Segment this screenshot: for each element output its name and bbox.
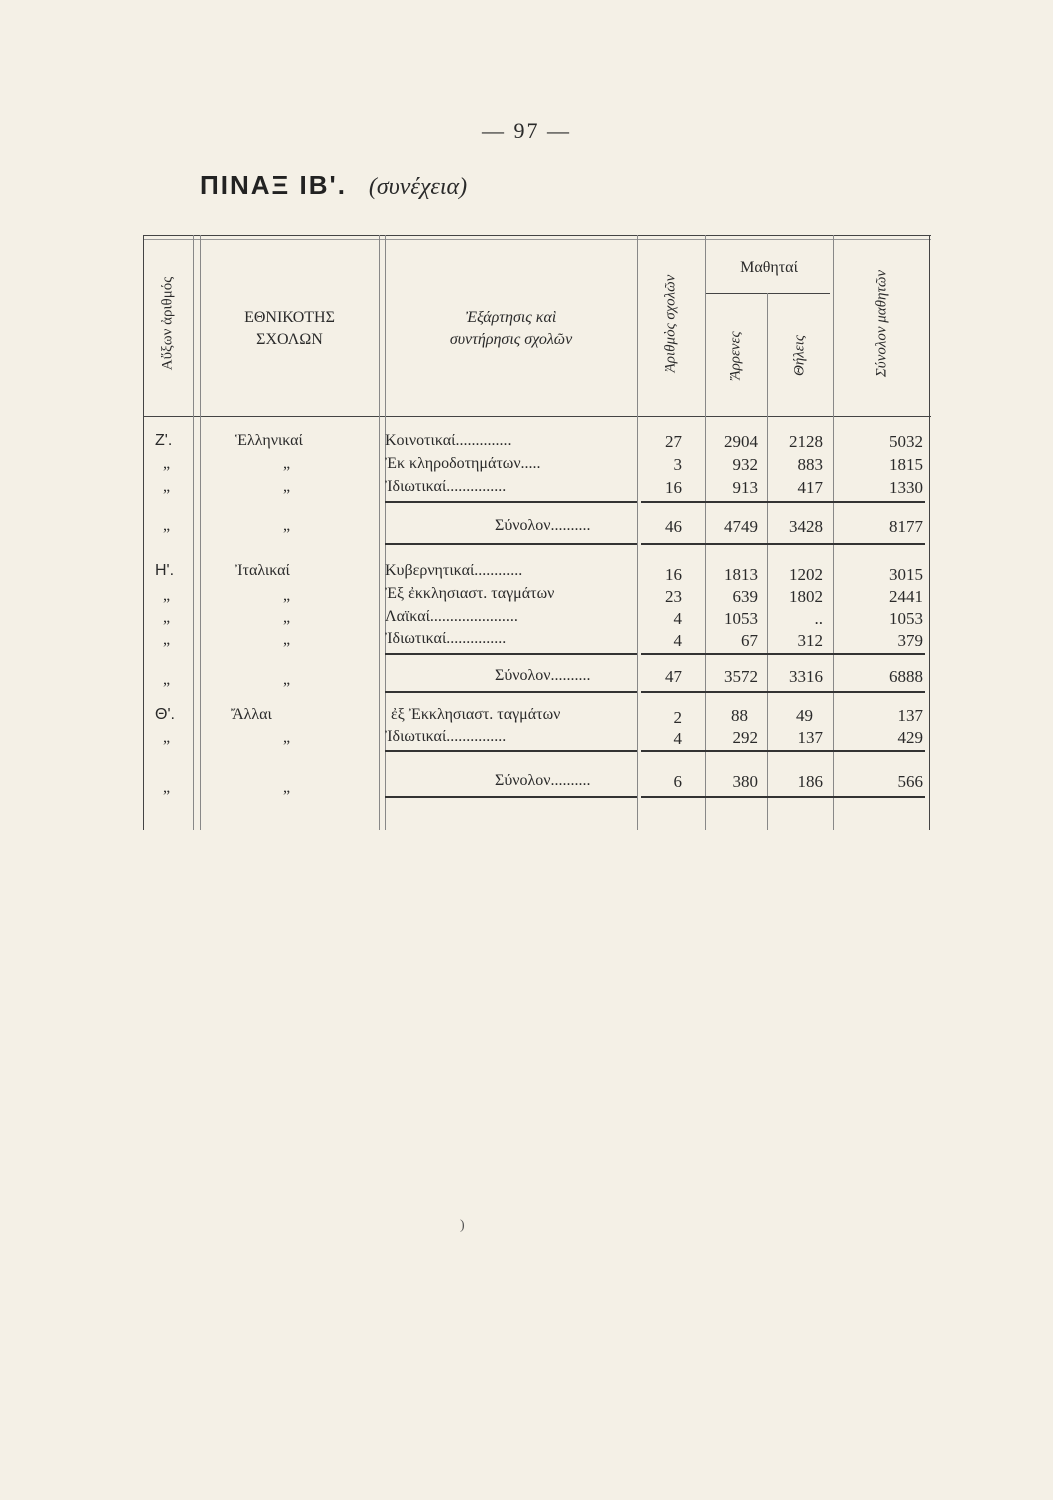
row-label: Ἰδιωτικαί............... bbox=[385, 478, 507, 495]
total-girls: 186 bbox=[797, 772, 823, 791]
subtotal-rule bbox=[385, 653, 637, 655]
group-nationality: Ἰταλικαί bbox=[235, 562, 290, 579]
total-label: Σύνολον.......... bbox=[495, 667, 591, 684]
total-schools: 46 bbox=[665, 517, 682, 536]
row-boys: 913 bbox=[732, 478, 758, 497]
total-girls: 3428 bbox=[789, 517, 823, 536]
subtotal-rule bbox=[385, 750, 637, 752]
group-nationality: Ἑλληνικαί bbox=[235, 432, 303, 449]
row-total: 1053 bbox=[889, 609, 923, 628]
total-rule bbox=[385, 691, 637, 693]
row-schools: 4 bbox=[673, 631, 682, 650]
stray-mark: ) bbox=[460, 1218, 465, 1233]
header-dependence-line2: συντήρησις σχολῶν bbox=[449, 331, 573, 348]
col-divider-3 bbox=[637, 235, 638, 830]
ditto-mark: „ bbox=[283, 587, 291, 604]
ditto-mark: „ bbox=[163, 478, 171, 495]
row-boys: 2904 bbox=[724, 432, 758, 451]
row-girls: 49 bbox=[796, 706, 813, 725]
ditto-mark: „ bbox=[163, 779, 171, 796]
row-boys: 932 bbox=[732, 455, 758, 474]
row-total: 3015 bbox=[889, 565, 923, 584]
subtotal-rule bbox=[641, 653, 925, 655]
header-nationality-line1: ΕΘΝΙΚΟΤΗΣ bbox=[244, 309, 335, 326]
row-total: 1815 bbox=[889, 455, 923, 474]
header-dependence-line1: Ἐξάρτησις καὶ bbox=[465, 309, 557, 326]
row-total: 137 bbox=[897, 706, 923, 725]
statistics-table bbox=[143, 235, 931, 830]
row-label: Ἐκ κληροδοτημάτων..... bbox=[385, 455, 541, 472]
subtotal-rule bbox=[641, 501, 925, 503]
header-students: Μαθηταί bbox=[740, 259, 798, 276]
total-total: 8177 bbox=[889, 517, 923, 536]
table-top-border bbox=[143, 235, 931, 236]
row-girls: 1802 bbox=[789, 587, 823, 606]
total-label: Σύνολον.......... bbox=[495, 772, 591, 789]
row-schools: 3 bbox=[673, 455, 682, 474]
ditto-mark: „ bbox=[283, 455, 291, 472]
total-total: 6888 bbox=[889, 667, 923, 686]
col-divider-6 bbox=[833, 235, 834, 830]
ditto-mark: „ bbox=[163, 631, 171, 648]
col-divider-4 bbox=[705, 235, 706, 830]
total-boys: 380 bbox=[732, 772, 758, 791]
table-title bbox=[200, 170, 467, 201]
row-schools: 16 bbox=[665, 565, 682, 584]
ditto-mark: „ bbox=[283, 779, 291, 796]
row-girls: 1202 bbox=[789, 565, 823, 584]
ditto-mark: „ bbox=[283, 609, 291, 626]
total-rule bbox=[641, 691, 925, 693]
row-schools: 27 bbox=[665, 432, 682, 451]
header-bottom-border bbox=[143, 416, 931, 417]
row-label: Λαϊκαί...................... bbox=[385, 608, 518, 625]
group-mark: Η'. bbox=[155, 562, 175, 579]
row-label: Ἐξ ἐκκλησιαστ. ταγμάτων bbox=[385, 585, 555, 602]
row-label: Ἰδιωτικαί............... bbox=[385, 728, 507, 745]
row-schools: 4 bbox=[673, 609, 682, 628]
header-girls: Θήλεις bbox=[791, 335, 808, 376]
total-rule bbox=[641, 796, 925, 798]
total-schools: 47 bbox=[665, 667, 682, 686]
header-school-count: Ἀριθμὸς σχολῶν bbox=[662, 274, 679, 373]
total-total: 566 bbox=[897, 772, 923, 791]
total-boys: 4749 bbox=[724, 517, 758, 536]
row-schools: 4 bbox=[673, 729, 682, 748]
total-rule bbox=[385, 796, 637, 798]
header-nationality bbox=[200, 307, 379, 351]
header-boys: Ἄρρενες bbox=[727, 331, 744, 380]
ditto-mark: „ bbox=[163, 609, 171, 626]
row-boys: 1053 bbox=[724, 609, 758, 628]
row-boys: 88 bbox=[731, 706, 748, 725]
row-boys: 292 bbox=[732, 728, 758, 747]
row-schools: 23 bbox=[665, 587, 682, 606]
row-total: 429 bbox=[897, 728, 923, 747]
row-label: ἐξ Ἐκκλησιαστ. ταγμάτων bbox=[391, 706, 561, 723]
header-total-students: Σύνολον μαθητῶν bbox=[873, 269, 890, 378]
total-label: Σύνολον.......... bbox=[495, 517, 591, 534]
ditto-mark: „ bbox=[163, 671, 171, 688]
total-girls: 3316 bbox=[789, 667, 823, 686]
ditto-mark: „ bbox=[163, 729, 171, 746]
row-total: 1330 bbox=[889, 478, 923, 497]
row-schools: 2 bbox=[673, 708, 682, 727]
table-top-border-inner bbox=[143, 239, 931, 240]
subtotal-rule bbox=[385, 501, 637, 503]
row-girls: 883 bbox=[797, 455, 823, 474]
total-rule bbox=[641, 543, 925, 545]
page-number: — 97 — bbox=[482, 118, 571, 143]
ditto-mark: „ bbox=[163, 587, 171, 604]
row-boys: 67 bbox=[741, 631, 758, 650]
col-divider-2 bbox=[379, 235, 380, 830]
total-boys: 3572 bbox=[724, 667, 758, 686]
row-total: 379 bbox=[897, 631, 923, 650]
row-schools: 16 bbox=[665, 478, 682, 497]
row-boys: 639 bbox=[732, 587, 758, 606]
ditto-mark: „ bbox=[163, 517, 171, 534]
row-girls: 137 bbox=[797, 728, 823, 747]
group-nationality: Ἄλλαι bbox=[231, 706, 272, 723]
row-girls: 417 bbox=[797, 478, 823, 497]
row-girls: .. bbox=[814, 609, 823, 628]
subtotal-rule bbox=[641, 750, 925, 752]
group-mark: Ζ'. bbox=[155, 432, 173, 449]
total-rule bbox=[385, 543, 637, 545]
ditto-mark: „ bbox=[283, 671, 291, 688]
row-label: Ἰδιωτικαί............... bbox=[385, 630, 507, 647]
title-subtitle: (συνέχεια) bbox=[368, 174, 468, 200]
group-mark: Θ'. bbox=[155, 706, 175, 723]
ditto-mark: „ bbox=[283, 478, 291, 495]
row-girls: 312 bbox=[797, 631, 823, 650]
header-serial: Αὔξων ἀριθμός bbox=[159, 276, 176, 371]
header-nationality-line2: ΣΧΟΛΩΝ bbox=[256, 331, 323, 348]
row-total: 2441 bbox=[889, 587, 923, 606]
ditto-mark: „ bbox=[283, 729, 291, 746]
ditto-mark: „ bbox=[163, 455, 171, 472]
ditto-mark: „ bbox=[283, 517, 291, 534]
row-label: Κοινοτικαί.............. bbox=[385, 432, 512, 449]
row-boys: 1813 bbox=[724, 565, 758, 584]
total-schools: 6 bbox=[673, 772, 682, 791]
table-right-border bbox=[929, 235, 930, 830]
table-left-border bbox=[143, 235, 144, 830]
title-main: ΠΙΝΑΞ ΙΒ'. bbox=[200, 170, 347, 200]
row-total: 5032 bbox=[889, 432, 923, 451]
col-divider-1 bbox=[193, 235, 194, 830]
row-girls: 2128 bbox=[789, 432, 823, 451]
ditto-mark: „ bbox=[283, 631, 291, 648]
header-dependence bbox=[385, 307, 637, 351]
row-label: Κυβερνητικαί............ bbox=[385, 562, 523, 579]
